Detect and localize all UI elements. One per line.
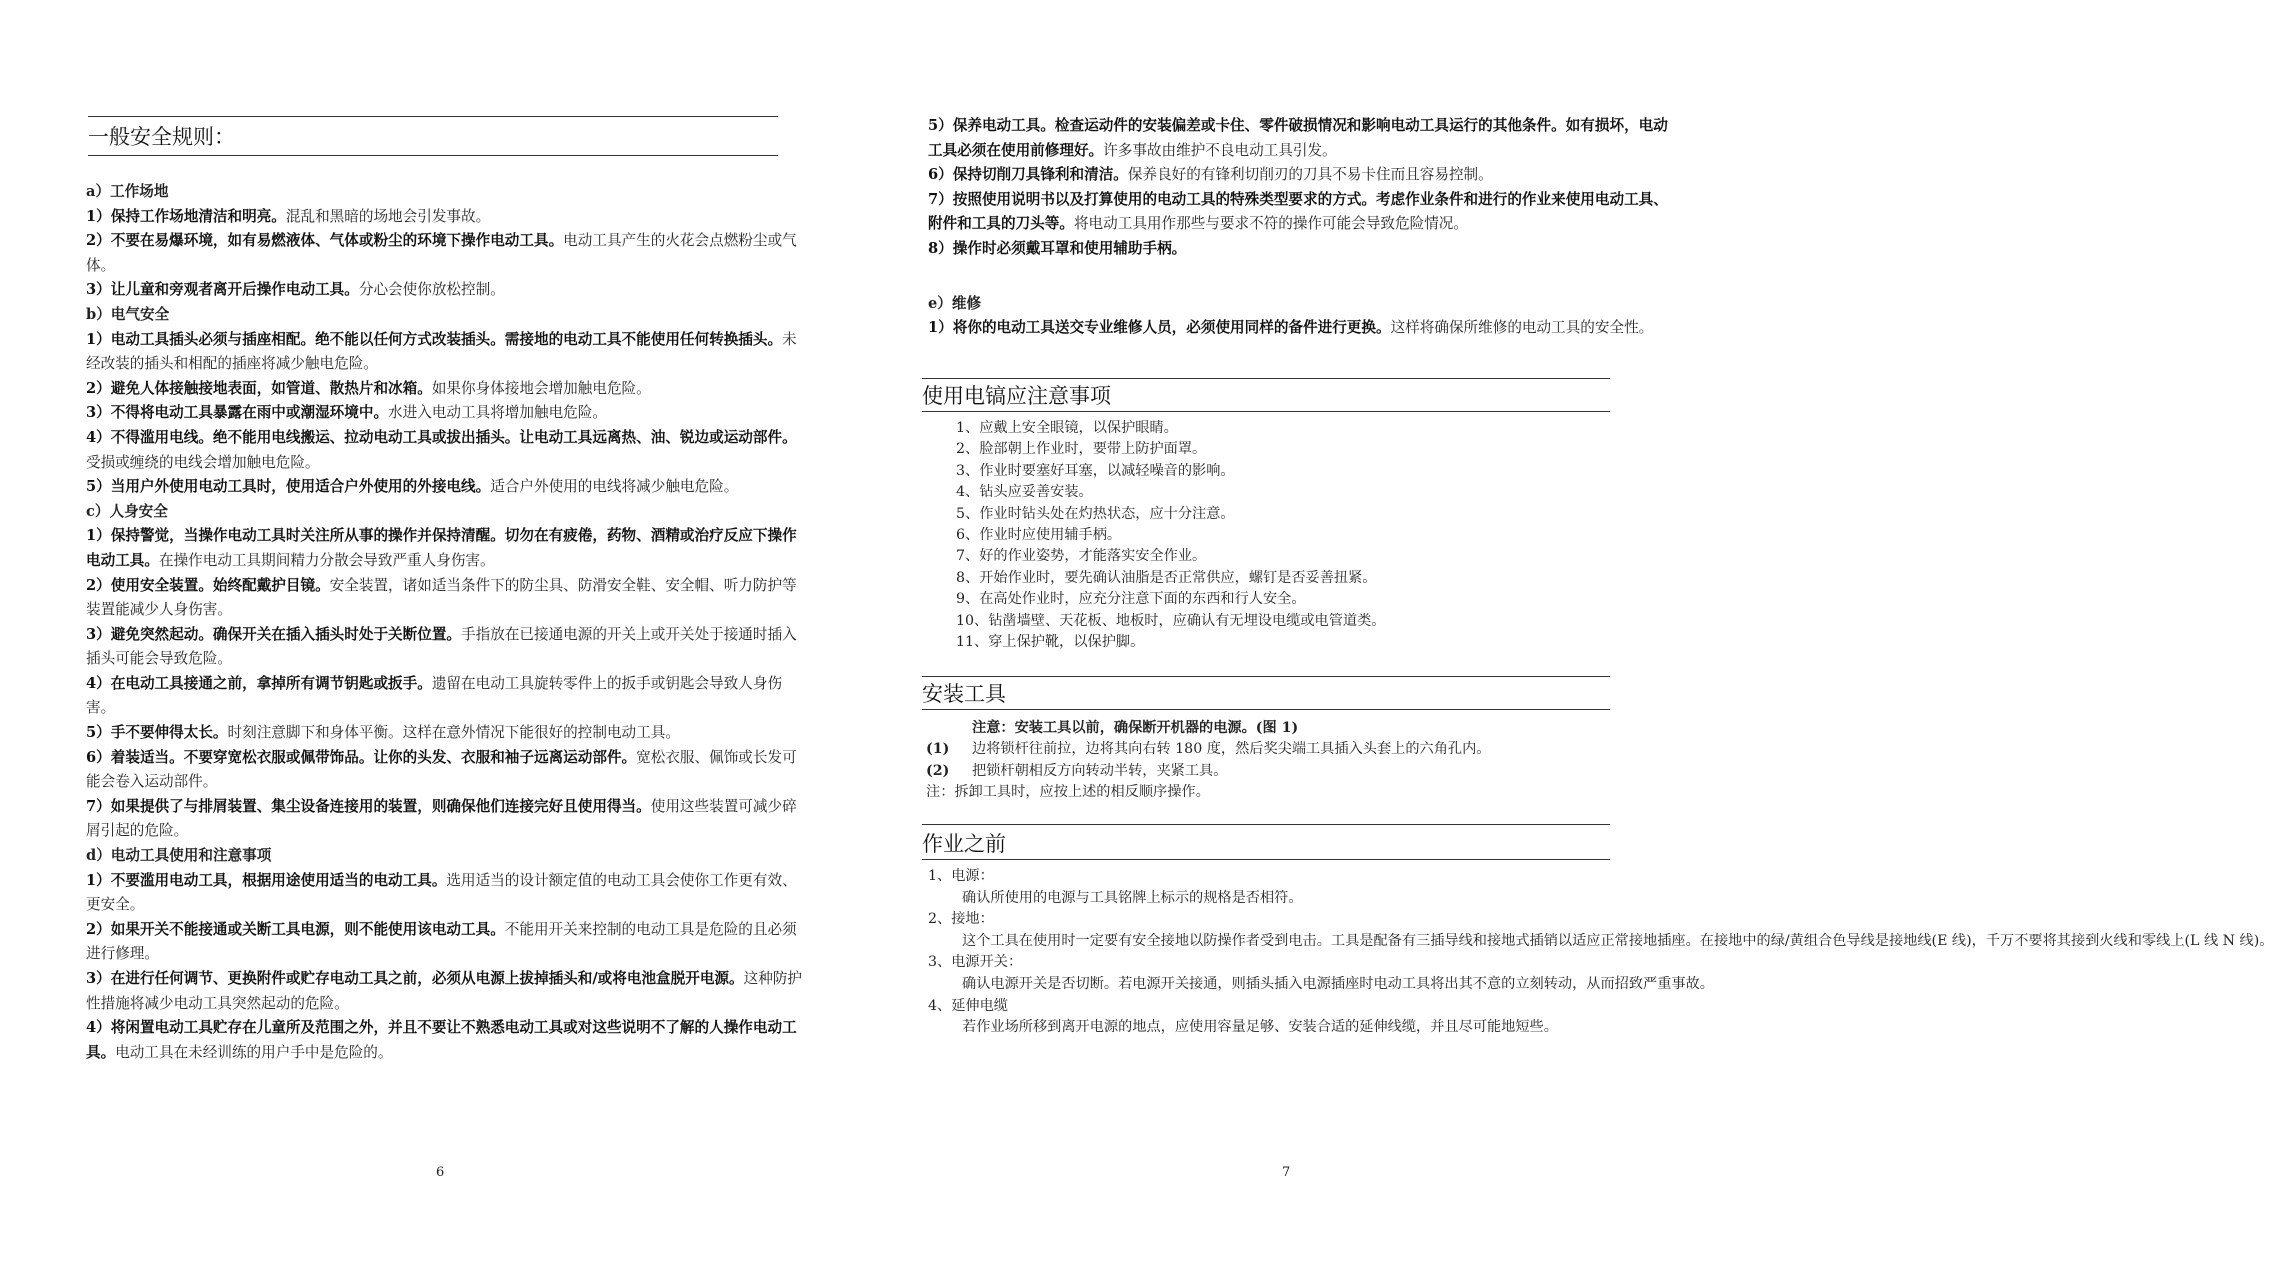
maintenance-item-number: 1） [928, 318, 953, 336]
page-number-right: 7 [1282, 1165, 1291, 1180]
pick-precaution-item: 11、穿上保护靴，以保护脚。 [956, 634, 1145, 651]
rule-item [86, 475, 802, 500]
page-number-left: 6 [436, 1165, 445, 1180]
tool-use-item-text: 将电动工具用作那些与要求不符的操作可能会导致危险情况。 [1073, 215, 1468, 233]
rule-item-bold: 不得滥用电线。绝不能用电线搬运、拉动电动工具或拔出插头。让电动工具远离热、油、锐边或运动部件。 [110, 428, 797, 446]
rule-item-text: 未经改装的插头和相配的插座将减少触电危险。 [86, 330, 797, 373]
rule-item [86, 229, 802, 278]
rule-item-text: 受损或缠绕的电线会增加触电危险。 [86, 453, 320, 471]
rule-item-bold: 当用户外使用电动工具时，使用适合户外使用的外接电线。 [110, 478, 491, 496]
rule-item-text: 手指放在已接通电源的开关上或开关处于接通时插入插头可能会导致危险。 [86, 625, 797, 668]
rule-item-text: 这种防护性措施将减少电动工具突然起动的危险。 [86, 970, 803, 1012]
tool-use-item-number: 6） [928, 166, 953, 184]
rule-item-number: 1） [86, 330, 111, 348]
rule-item [86, 328, 802, 377]
rule-item-text: 不能用开关来控制的电动工具是危险的且必须进行修理。 [86, 920, 797, 963]
rule-item [86, 967, 802, 1016]
pick-precaution-item: 3、作业时要塞好耳塞，以减轻噪音的影响。 [956, 462, 1235, 479]
tool-use-item-bold: 保持切削刀具锋利和清洁。 [952, 166, 1128, 184]
heading-rule-bottom [88, 155, 778, 156]
rule-item-text: 安全装置，诸如适当条件下的防尘具、防滑安全鞋、安全帽、听力防护等装置能减少人身伤害。 [86, 576, 797, 619]
rule-item [86, 278, 802, 303]
rule-item [86, 377, 802, 402]
install-section [926, 718, 1666, 804]
rule-item-number: 6） [86, 748, 111, 766]
rule-item-number: 2） [86, 920, 111, 938]
rule-item-text: 宽松衣服、佩饰或长发可能会卷入运动部件。 [86, 748, 797, 791]
pick-precaution-item: 1、应戴上安全眼镜，以保护眼睛。 [956, 420, 1178, 436]
install-step-number: (2) [926, 762, 950, 779]
pick-precaution-item: 5、作业时钻头处在灼热状态，应十分注意。 [956, 505, 1235, 522]
before-item-label: 2、接地： [928, 911, 994, 928]
rule-item [86, 918, 802, 967]
rule-item-bold: 在电动工具接通之前，拿掉所有调节钥匙或扳手。 [110, 674, 432, 692]
rule-item-bold: 不得将电动工具暴露在雨中或潮湿环境中。 [110, 404, 389, 422]
rule-item [86, 672, 802, 721]
pick-precaution-item: 10、钻凿墙壁、天花板、地板时，应确认有无埋设电缆或电管道类。 [956, 612, 1386, 629]
tool-use-item [928, 163, 1668, 188]
rule-item-number: 4） [86, 674, 111, 692]
before-item-label: 4、延伸电缆 [928, 997, 1008, 1014]
tool-use-item-number: 8） [928, 239, 953, 257]
general-safety-heading [88, 116, 778, 156]
pick-precaution-item: 6、作业时应使用辅手柄。 [956, 527, 1122, 544]
tool-use-item [928, 188, 1668, 237]
rule-item-number: 4） [86, 428, 111, 446]
rule-item-bold: 如果提供了与排屑装置、集尘设备连接用的装置，则确保他们连接完好且使用得当。 [110, 797, 651, 815]
rule-item-bold: 避免人体接触接地表面，如管道、散热片和冰箱。 [110, 379, 432, 397]
rule-item [86, 1016, 802, 1065]
rule-item-text: 适合户外使用的电线将减少触电危险。 [490, 478, 739, 496]
rule-item-text: 水进入电动工具将增加触电危险。 [388, 404, 607, 422]
rule-item [86, 205, 802, 230]
before-item-text: 这个工具在使用时一定要有安全接地以防操作者受到电击。工具是配备有三插导线和接地式插销以适应正常接地插座。在接地中的绿/黄组合色导线是接地线(E 线)，千万不要将其接到火线和零线上(L 线 N 线)。 [962, 932, 2273, 949]
pick-precaution-item: 9、在高处作业时，应充分注意下面的东西和行人安全。 [956, 591, 1306, 608]
pick-precaution-item: 2、脸部朝上作业时，要带上防护面罩。 [956, 441, 1207, 458]
rule-item-bold: 如果开关不能接通或关断工具电源，则不能使用该电动工具。 [110, 920, 505, 938]
rule-item-bold: 手不要伸得太长。 [110, 724, 228, 742]
rule-item-number: 2） [86, 379, 111, 397]
pick-precaution-item: 7、好的作业姿势，才能落实安全作业。 [956, 548, 1207, 565]
rule-item-number: 3） [86, 281, 111, 299]
tool-use-item [928, 237, 1668, 262]
rule-item-text: 遗留在电动工具旋转零件上的扳手或钥匙会导致人身伤害。 [86, 674, 783, 717]
rule-item-bold: 将闲置电动工具贮存在儿童所及范围之外，并且不要让不熟悉电动工具或对这些说明不了解的人操作电动工具。 [86, 1019, 797, 1061]
rule-item-number: 7） [86, 797, 111, 815]
tool-use-item-bold: 操作时必须戴耳罩和使用辅助手柄。 [952, 239, 1187, 257]
rule-item-number: 4） [86, 1019, 111, 1037]
install-steps [926, 739, 1666, 782]
rule-item-text: 电动工具在未经训练的用户手中是危险的。 [115, 1043, 393, 1061]
rule-item-text: 分心会使你放松控制。 [358, 281, 505, 299]
before-operation-list [928, 866, 2273, 1039]
before-item-text: 确认电源开关是否切断。若电源开关接通，则插头插入电源插座时电动工具将出其不意的立刻转动，从而招致严重事故。 [962, 975, 1714, 992]
pick-precautions-list [956, 418, 1386, 653]
tool-use-item-bold: 按照使用说明书以及打算使用的电动工具的特殊类型要求的方式。考虑作业条件和进行的作业来使用电动工具、附件和工具的刀头等。 [928, 190, 1668, 233]
install-title: 安装工具 [922, 682, 1006, 706]
rule-item [86, 524, 802, 573]
rule-item-number: 2） [86, 232, 111, 250]
rule-item-number: 5） [86, 724, 111, 742]
general-safety-title: 一般安全规则： [88, 125, 235, 149]
pick-precaution-item: 4、钻头应妥善安装。 [956, 484, 1093, 501]
install-step-number: (1) [926, 741, 950, 758]
maintenance-item [928, 317, 1668, 338]
before-item-label: 3、电源开关： [928, 954, 1023, 971]
rule-item-number: 3） [86, 404, 111, 422]
before-heading [922, 824, 1610, 860]
install-step [926, 739, 1666, 760]
rule-item [86, 426, 802, 475]
section-label: a）工作场地 [86, 183, 169, 200]
rule-item-number: 2） [86, 576, 111, 594]
before-item-text: 确认所使用的电源与工具铭牌上标示的规格是否相符。 [962, 889, 1303, 906]
before-item-label: 1、电源： [928, 868, 994, 884]
install-step-text: 边将锁杆往前拉，边将其向右转 180 度，然后奖尖端工具插入头套上的六角孔内。 [972, 741, 1491, 758]
rule-item-bold: 不要在易爆环境，如有易燃液体、气体或粉尘的环境下操作电动工具。 [110, 232, 564, 250]
rule-item-text: 如果你身体接地会增加触电危险。 [431, 379, 651, 397]
tool-use-item-number: 5） [928, 117, 953, 134]
pick-precaution-item: 8、开始作业时，要先确认油脂是否正常供应，螺钉是否妥善扭紧。 [956, 569, 1377, 586]
tool-use-item-text: 许多事故由维护不良电动工具引发。 [1103, 141, 1337, 159]
rule-item-bold: 使用安全装置。始终配戴护目镜。 [110, 576, 330, 594]
pick-title: 使用电镐应注意事项 [922, 384, 1111, 408]
install-rule-bottom [922, 709, 1610, 710]
rule-item-bold: 着装适当。不要穿宽松衣服或佩带饰品。让你的头发、衣服和袖子远离运动部件。 [110, 748, 637, 766]
section-label: d）电动工具使用和注意事项 [86, 847, 272, 865]
rule-item-number: 3） [86, 970, 111, 987]
install-heading [922, 676, 1610, 710]
install-step-text: 把锁杆朝相反方向转动半转，夹紧工具。 [972, 762, 1228, 779]
rule-item-text: 在操作电动工具期间精力分散会导致严重人身伤害。 [158, 551, 495, 569]
section-label: c）人身安全 [86, 502, 168, 520]
rule-item-bold: 保持工作场地清洁和明亮。 [110, 207, 286, 225]
section-label: b）电气安全 [86, 305, 170, 323]
rule-item-bold: 在进行任何调节、更换附件或贮存电动工具之前，必须从电源上拔掉插头和/或将电池盒脱开电源。 [110, 970, 744, 987]
rule-item [86, 623, 802, 672]
maintenance-section [928, 292, 1668, 338]
rule-item-bold: 避免突然起动。确保开关在插入插头时处于关断位置。 [110, 625, 462, 643]
tool-use-item [928, 114, 1668, 163]
install-remark: 注：拆卸工具时，应按上述的相反顺序操作。 [926, 784, 1210, 801]
rule-item [86, 721, 802, 746]
rule-item-number: 1） [86, 871, 111, 889]
before-title: 作业之前 [922, 832, 1006, 856]
pick-rule-bottom [922, 411, 1610, 412]
tool-use-content [928, 114, 1668, 262]
tool-use-item-number: 7） [928, 190, 953, 208]
rule-item-bold: 保持警觉，当操作电动工具时关注所从事的操作并保持清醒。切勿在有疲倦，药物、酒精或治疗反应下操作电动工具。 [86, 527, 797, 569]
rule-item-number: 5） [86, 478, 111, 496]
pick-heading [922, 378, 1610, 412]
left-page [0, 0, 856, 1282]
rule-item [86, 869, 802, 918]
before-item-text: 若作业场所移到离开电源的地点，应使用容量足够、安装合适的延伸线缆，并且尽可能地短些。 [962, 1019, 1558, 1036]
maintenance-item-bold: 将你的电动工具送交专业维修人员，必须使用同样的备件进行更换。 [952, 318, 1391, 336]
rule-item [86, 746, 802, 795]
rule-item-bold: 电动工具插头必须与插座相配。绝不能以任何方式改装插头。需接地的电动工具不能使用任何转换插头。 [110, 330, 783, 348]
install-step [926, 761, 1666, 782]
rule-item-text: 时刻注意脚下和身体平衡。这样在意外情况下能很好的控制电动工具。 [227, 724, 680, 742]
rule-item [86, 795, 802, 844]
install-note: 注意：安装工具以前，确保断开机器的电源。(图 1) [972, 720, 1299, 736]
rule-item-text: 选用适当的设计额定值的电动工具会使你工作更有效、更安全。 [86, 871, 797, 914]
before-rule-bottom [922, 859, 1610, 860]
tool-use-item-text: 保养良好的有锋利切削刃的刀具不易卡住而且容易控制。 [1127, 166, 1493, 184]
right-page [856, 0, 2273, 1282]
rule-item-number: 3） [86, 625, 111, 643]
rule-item-number: 1） [86, 527, 111, 545]
rule-item-number: 1） [86, 207, 111, 225]
general-safety-content [86, 180, 802, 1065]
rule-item-bold: 不要滥用电动工具，根据用途使用适当的电动工具。 [110, 871, 447, 889]
rule-item-text: 使用这些装置可减少碎屑引起的危险。 [86, 797, 797, 840]
rule-item-text: 混乱和黑暗的场地会引发事故。 [285, 207, 491, 225]
maintenance-label: e）维修 [928, 295, 982, 312]
tool-use-item-bold: 保养电动工具。检查运动件的安装偏差或卡住、零件破损情况和影响电动工具运行的其他条件。如有损坏，电动工具必须在使用前修理好。 [928, 117, 1668, 159]
rule-item-text: 电动工具产生的火花会点燃粉尘或气体。 [86, 232, 797, 274]
rule-item [86, 401, 802, 426]
rule-item-bold: 让儿童和旁观者离开后操作电动工具。 [110, 281, 359, 299]
rule-item [86, 574, 802, 623]
maintenance-item-text: 这样将确保所维修的电动工具的安全性。 [1390, 318, 1654, 336]
